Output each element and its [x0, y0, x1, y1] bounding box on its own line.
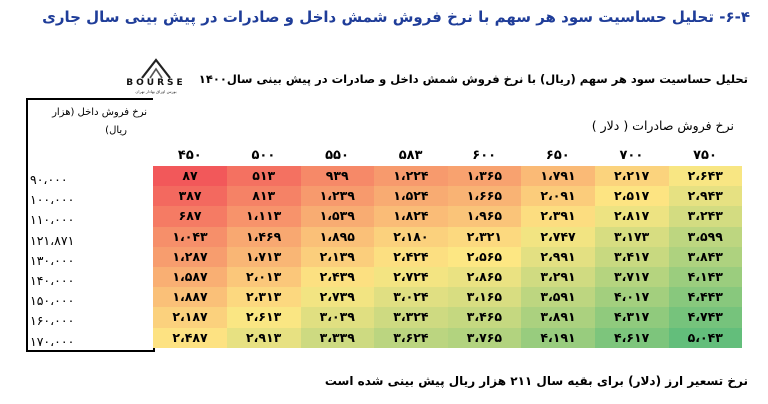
table-cell: ۳،۴۱۷	[595, 247, 669, 268]
table-cell: ۲،۲۱۷	[595, 166, 669, 187]
bourse-logo-tagline: بورس اوراق بهادار تهران	[135, 89, 177, 94]
table-cell: ۱،۵۳۹	[300, 206, 374, 227]
column-label: ۷۰۰	[619, 148, 644, 163]
table-cell: ۳،۷۶۵	[447, 328, 521, 349]
table-cell: ۱،۲۳۹	[300, 186, 374, 207]
table-cell: ۲،۶۴۳	[668, 166, 742, 187]
table-cell: ۳،۶۲۴	[374, 328, 448, 349]
table-cell: ۱،۸۹۵	[300, 227, 374, 248]
row-header-label-line-1: نرخ فروش داخل (هزار	[52, 107, 147, 118]
table-cell: ۲،۱۳۹	[300, 247, 374, 268]
row-label: ۹۰،۰۰۰	[30, 172, 68, 187]
table-cell: ۱،۷۹۱	[521, 166, 595, 187]
row-label: ۱۶۰،۰۰۰	[30, 313, 75, 329]
table-cell: ۴،۱۹۱	[521, 328, 595, 349]
bourse-logo-icon	[136, 58, 176, 80]
table-cell: ۳،۷۱۷	[595, 267, 669, 288]
table-cell: ۳۸۷	[153, 186, 227, 207]
row-label: ۱۲۱،۸۷۱	[30, 232, 75, 248]
table-cell: ۳،۱۷۳	[595, 227, 669, 248]
table-cell: ۳،۲۹۱	[521, 267, 595, 288]
exchange-rate-note: نرخ تسعیر ارز (دلار) برای بقیه سال ۲۱۱ هزار ریال پیش بینی شده است	[324, 374, 748, 388]
table-cell: ۳،۴۶۵	[447, 307, 521, 328]
table-cell: ۲،۷۳۹	[300, 287, 374, 308]
table-cell: ۳،۲۴۳	[668, 206, 742, 227]
table-cell: ۳،۰۳۹	[300, 307, 374, 328]
table-cell: ۲،۳۹۱	[521, 206, 595, 227]
table-cell: ۲،۰۱۳	[227, 267, 301, 288]
table-cell: ۸۱۳	[227, 186, 301, 207]
bourse-logo-word: BOURSE	[126, 78, 186, 88]
table-cell: ۱،۲۲۴	[374, 166, 448, 187]
column-label: ۶۵۰	[545, 148, 570, 163]
column-label: ۶۰۰	[472, 148, 497, 163]
table-cell: ۴،۷۴۳	[668, 307, 742, 328]
table-cell: ۴،۱۴۳	[668, 267, 742, 288]
table-cell: ۱،۴۶۹	[227, 227, 301, 248]
table-cell: ۲،۷۲۴	[374, 267, 448, 288]
row-label: ۱۴۰،۰۰۰	[30, 273, 75, 288]
table-cell: ۸۷	[153, 166, 227, 187]
table-cell: ۲،۱۸۷	[153, 307, 227, 328]
column-label: ۵۸۳	[398, 148, 423, 163]
table-cell: ۲،۳۱۳	[227, 287, 301, 308]
table-cell: ۲،۸۶۵	[447, 267, 521, 288]
table-cell: ۲،۴۳۹	[300, 267, 374, 288]
table-cell: ۲،۸۱۷	[595, 206, 669, 227]
column-label: ۵۵۰	[325, 148, 349, 163]
table-cell: ۳،۵۹۱	[521, 287, 595, 308]
row-header-label	[29, 104, 147, 140]
table-cell: ۳،۰۲۴	[374, 287, 448, 308]
table-cell: ۳،۸۹۱	[521, 307, 595, 328]
table-cell: ۲،۰۹۱	[521, 186, 595, 207]
section-heading: ۶-۴- تحلیل حساسیت سود هر سهم با نرخ فروش شمش داخل و صادرات در پیش بینی سال جاری	[42, 8, 750, 26]
table-cell: ۱،۵۲۴	[374, 186, 448, 207]
table-cell: ۲،۵۶۵	[447, 247, 521, 268]
table-cell: ۱،۸۸۷	[153, 287, 227, 308]
table-cell: ۲،۳۲۱	[447, 227, 521, 248]
table-cell: ۲،۶۱۳	[227, 307, 301, 328]
table-cell: ۴،۴۴۳	[668, 287, 742, 308]
table-cell: ۳،۸۴۳	[668, 247, 742, 268]
column-label: ۴۵۰	[177, 148, 202, 163]
column-label: ۷۵۰	[693, 148, 717, 163]
table-cell: ۹۳۹	[300, 166, 374, 187]
row-label: ۱۵۰،۰۰۰	[30, 293, 75, 309]
table-cell: ۱،۲۸۷	[153, 247, 227, 268]
sensitivity-table	[26, 98, 742, 350]
table-cell: ۲،۷۴۷	[521, 227, 595, 248]
table-cell: ۱،۷۱۳	[227, 247, 301, 268]
column-label: ۵۰۰	[251, 148, 276, 163]
table-cell: ۴،۶۱۷	[595, 328, 669, 349]
table-cell: ۲،۹۹۱	[521, 247, 595, 268]
table-cell: ۵،۰۴۳	[668, 328, 742, 349]
table-cell: ۲،۹۴۳	[668, 186, 742, 207]
table-cell: ۴،۰۱۷	[595, 287, 669, 308]
table-cell: ۲،۱۸۰	[374, 227, 448, 248]
table-title: تحلیل حساسیت سود هر سهم (ریال) با نرخ فروش شمش داخل و صادرات در پیش بینی سال۱۴۰۰	[198, 72, 748, 86]
table-cell: ۳،۳۲۴	[374, 307, 448, 328]
table-cell: ۲،۴۸۷	[153, 328, 227, 349]
table-cell: ۶۸۷	[153, 206, 227, 227]
table-cell: ۵۱۳	[227, 166, 301, 187]
row-label: ۱۳۰،۰۰۰	[30, 252, 75, 268]
table-cell: ۳،۳۳۹	[300, 328, 374, 349]
table-cell: ۱،۰۴۳	[153, 227, 227, 248]
row-label: ۱۷۰،۰۰۰	[30, 333, 75, 349]
table-cell: ۲،۵۱۷	[595, 186, 669, 207]
bourse-logo	[102, 58, 210, 96]
table-cell: ۱،۹۶۵	[447, 206, 521, 227]
row-label: ۱۰۰،۰۰۰	[30, 192, 75, 208]
table-cell: ۴،۳۱۷	[595, 307, 669, 328]
table-cell: ۲،۴۲۴	[374, 247, 448, 268]
table-cell: ۳،۵۹۹	[668, 227, 742, 248]
row-label: ۱۱۰،۰۰۰	[30, 212, 75, 228]
table-cell: ۱،۶۶۵	[447, 186, 521, 207]
table-cell: ۱،۵۸۷	[153, 267, 227, 288]
table-cell: ۱،۳۶۵	[447, 166, 521, 187]
column-header-title: نرخ فروش صادرات ( دلار )	[591, 118, 734, 133]
table-cell: ۱،۸۲۴	[374, 206, 448, 227]
table-cell: ۳،۱۶۵	[447, 287, 521, 308]
row-header-label-line-2: ریال)	[105, 125, 127, 136]
table-cell: ۲،۹۱۳	[227, 328, 301, 349]
table-cell: ۱،۱۱۳	[227, 206, 301, 227]
